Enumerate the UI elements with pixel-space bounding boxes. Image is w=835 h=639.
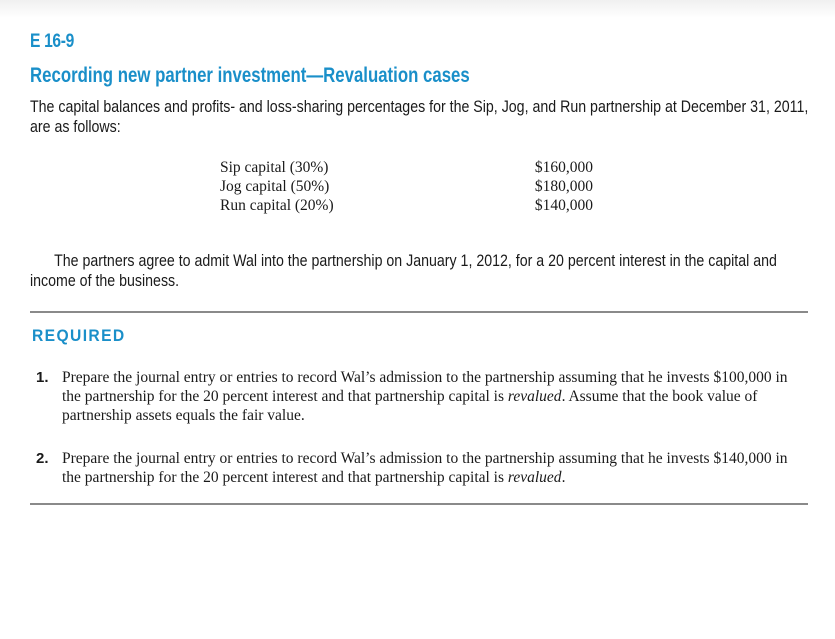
required-item — [36, 368, 808, 425]
exercise-page — [30, 30, 809, 486]
exercise-title: Recording new partner investment—Revaluation cases — [30, 64, 470, 87]
required-item-text: Prepare the journal entry or entries to record Wal’s admission to the partnership assuming that he invests $140,000 in the partnership for the 20 percent interest and that partnership capital is revalued. — [62, 450, 788, 486]
section-divider — [30, 503, 808, 505]
capital-row — [220, 177, 620, 196]
capital-label: Run capital (20%) — [220, 197, 334, 214]
required-heading: REQUIRED — [32, 326, 126, 345]
capital-label: Sip capital (30%) — [220, 159, 329, 176]
required-item-number: 2. — [36, 450, 49, 467]
intro-paragraph: The capital balances and profits- and loss-sharing percentages for the Sip, Jog, and Run partnership at December 31, 2011, are as follows: — [30, 98, 809, 136]
capital-value: $140,000 — [534, 197, 594, 214]
admission-text: The partners agree to admit Wal into the partnership on January 1, 2012, for a 20 percent interest in the capital and income of the business. — [30, 252, 777, 290]
capital-row — [220, 158, 620, 177]
capital-table — [220, 158, 620, 215]
capital-value: $160,000 — [534, 159, 594, 176]
section-divider — [30, 311, 808, 313]
exercise-id: E 16-9 — [30, 31, 74, 52]
required-item — [36, 449, 808, 487]
required-item-text: Prepare the journal entry or entries to record Wal’s admission to the partnership assuming that he invests $100,000 in the partnership for the 20 percent interest and that partnership capital is revalued. Assume that the book value of partnership assets equals the fair value. — [62, 369, 788, 424]
admission-paragraph — [30, 251, 808, 291]
capital-value: $180,000 — [534, 178, 594, 195]
required-item-number: 1. — [36, 369, 49, 386]
top-shadow-bar — [0, 0, 835, 18]
capital-label: Jog capital (50%) — [220, 178, 330, 195]
capital-row — [220, 196, 620, 215]
